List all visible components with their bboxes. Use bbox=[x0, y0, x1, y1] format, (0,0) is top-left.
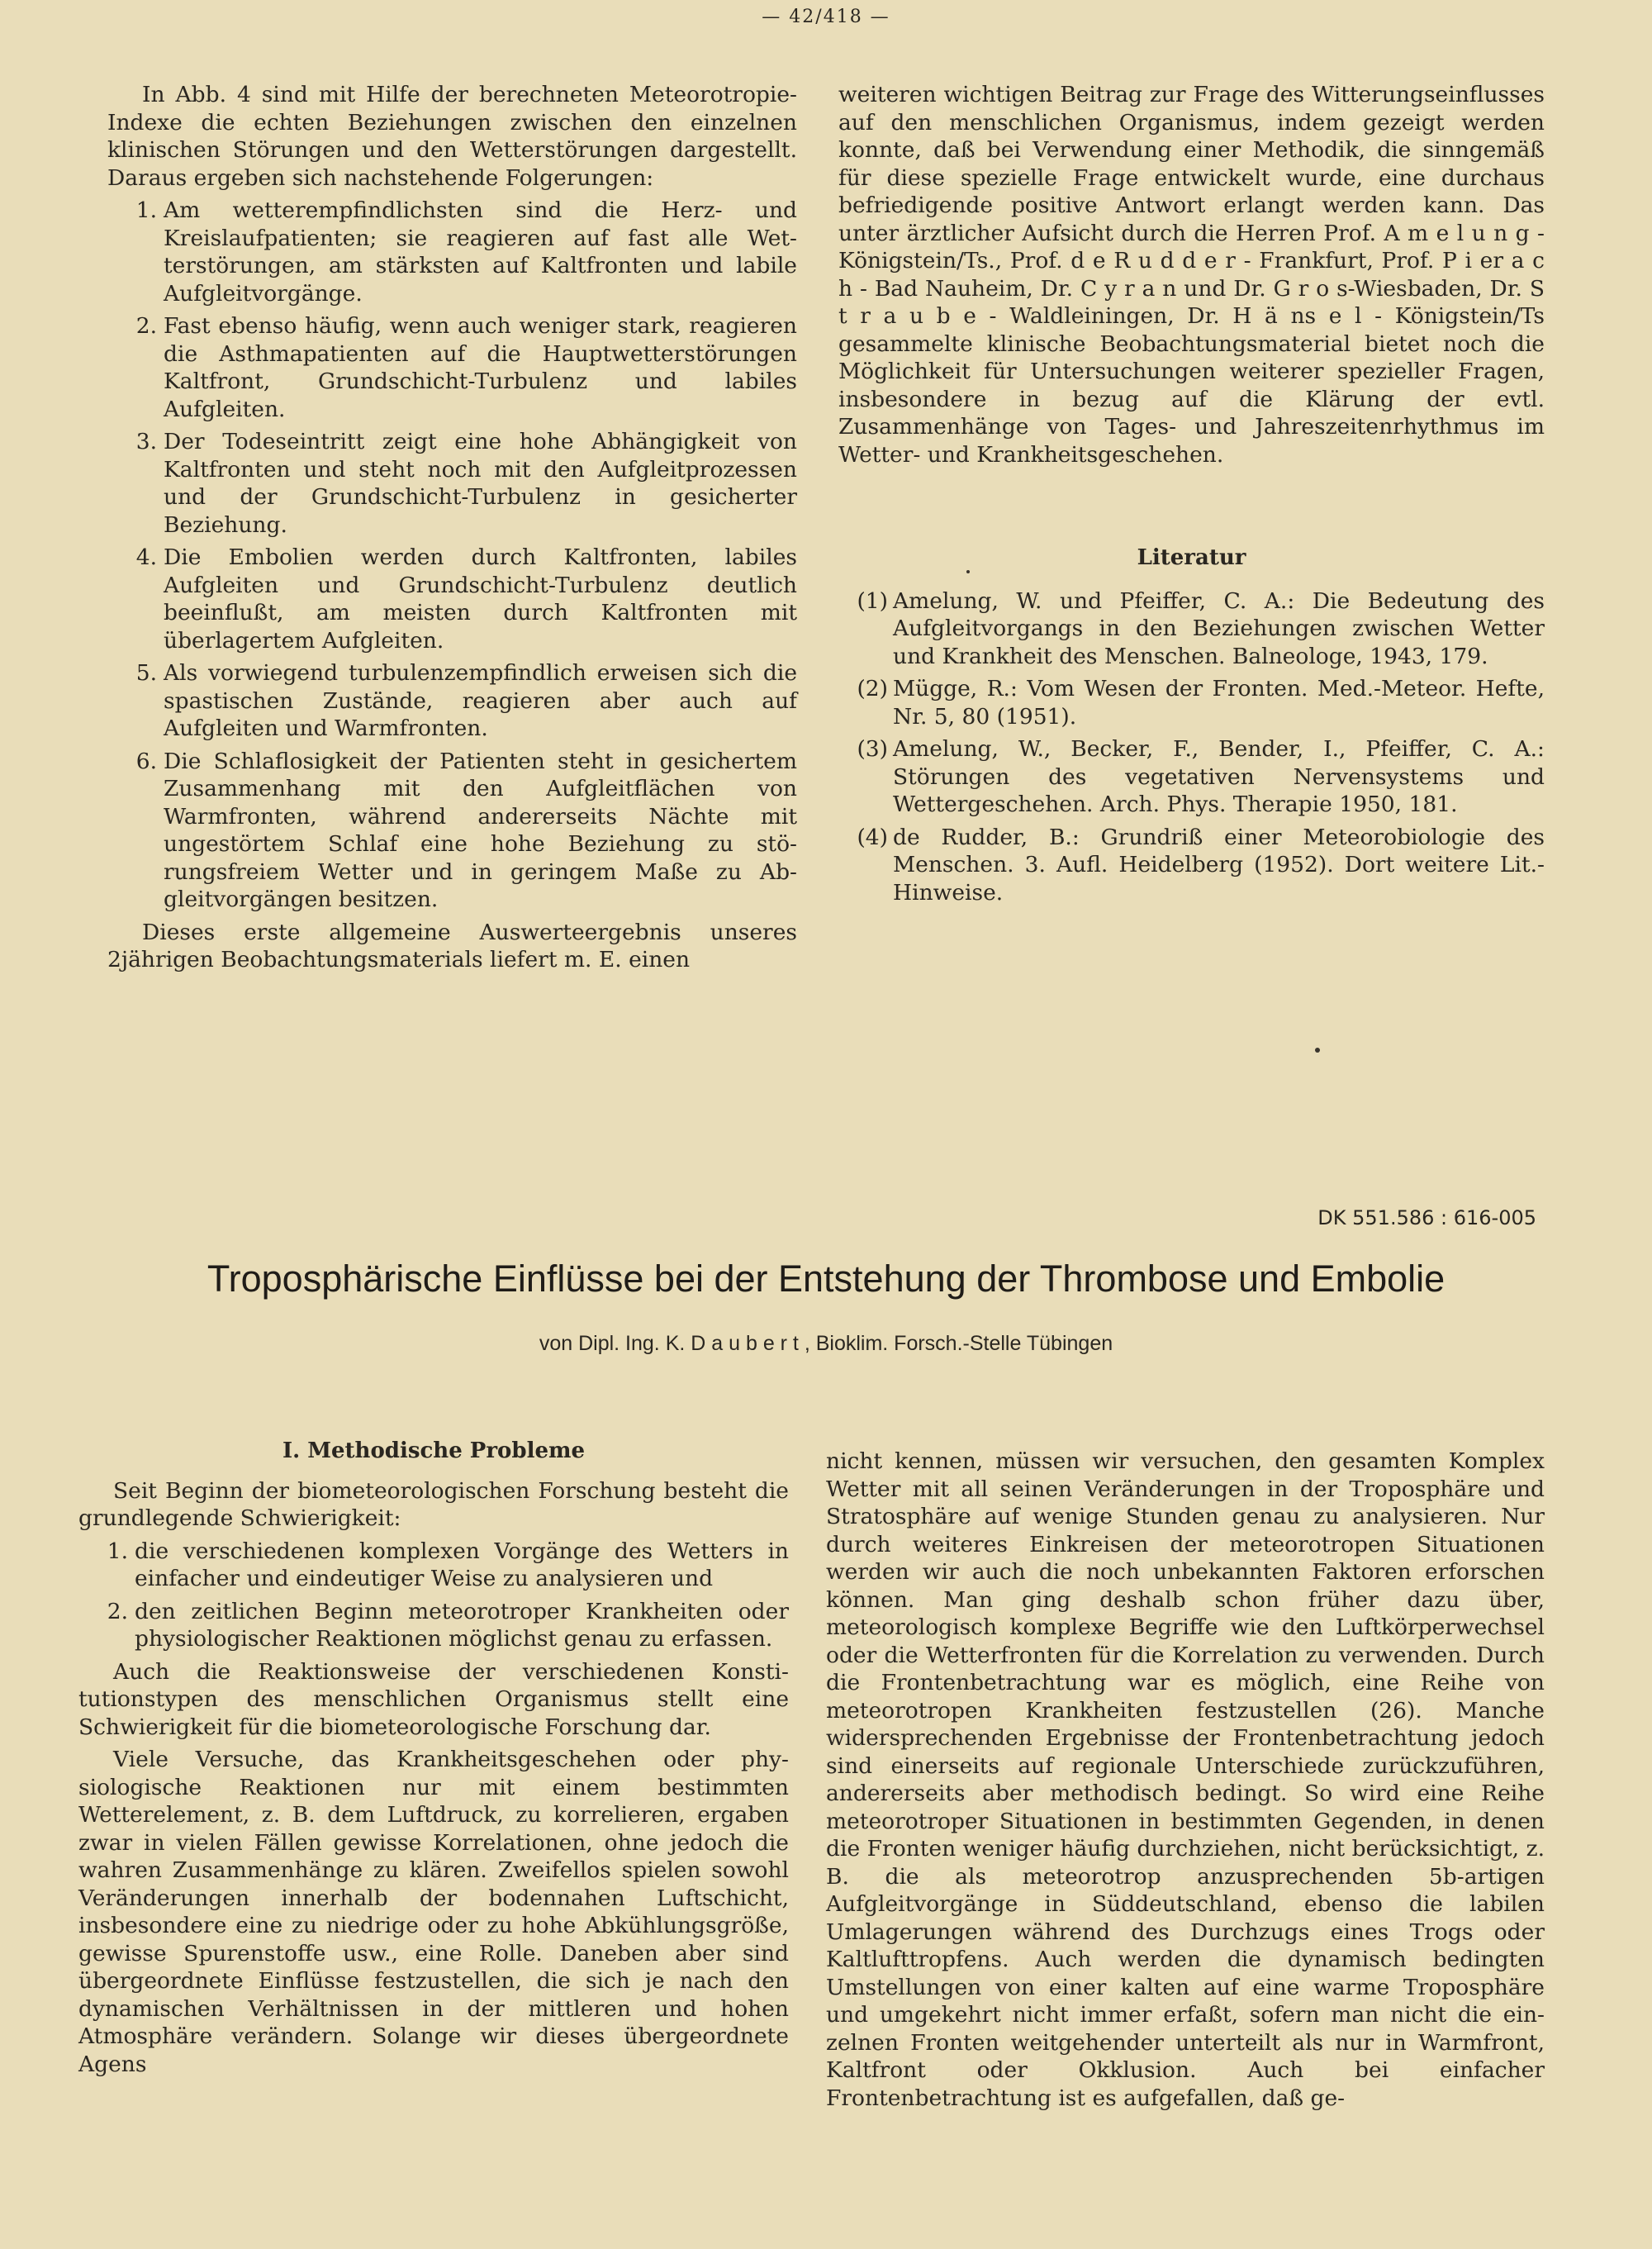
list-item bbox=[107, 312, 797, 423]
list-item-text: Als vorwiegend turbulenzempfindlich erweisen sich die spastischen Zustände, reagieren aber auch auf Aufgleiten und Warmfronten. bbox=[164, 660, 797, 741]
top-right-column bbox=[838, 81, 1545, 911]
list-number: 2. bbox=[135, 313, 157, 339]
list-number: 5. bbox=[135, 660, 157, 686]
section-heading: I. Methodische Probleme bbox=[282, 1438, 586, 1463]
list-number: 2. bbox=[107, 1598, 128, 1624]
list-number: 6. bbox=[135, 748, 157, 774]
page-number: — 42/418 — bbox=[762, 7, 890, 27]
list-item-text: die verschiedenen komplexen Vorgänge des Wetters in einfacher und eindeutiger Weise zu analysieren und bbox=[135, 1538, 789, 1591]
list-item-text: den zeitlichen Beginn meteorotroper Krankheiten oder physiologischer Reaktionen möglichst genau zu erfassen. bbox=[135, 1598, 789, 1652]
list-item-text: Am wetterempfindlichsten sind die Herz- und Kreislaufpatienten; sie reagieren auf fast alle Wetterstörungen, am stärksten auf Kaltfronten und labile Aufgleitvorgänge. bbox=[164, 197, 797, 307]
outro-paragraph: Dieses erste allgemeine Auswerteergebnis unseres 2jährigen Beobachtungsmaterials liefert m. E. einen bbox=[107, 919, 797, 972]
body-paragraph: Viele Versuche, das Krankheitsgeschehen oder physiologische Reaktionen nur mit einem bestimmten Wetterelement, z. B. dem Luftdruck, zu korrelieren, ergaben zwar in vielen Fällen gewisse Korrelationen, ohne jedoch die wahren Zusammenhänge zu klären. Zweifellos spielen sowohl Veränderungen innerhalb der bodennahen Luftschicht, insbesondere eine zu niedrige oder zu hohe Abkühlungsgröße, gewisse Spurenstoffe usw., eine Rolle. Daneben aber sind übergeordnete Einflüsse festzustellen, die sich je nach den dynamischen Verhältnissen in der mittleren und hohen Atmosphäre verändern. Solange wir dieses übergeordnete Agens bbox=[78, 1747, 789, 2077]
dk-classification: DK 551.586 : 616-005 bbox=[1317, 1206, 1536, 1229]
intro-paragraph: In Abb. 4 sind mit Hilfe der berechneten Meteorotropie-Indexe die echten Beziehungen zwischen den einzelnen klinischen Störungen und den Wetterstörungen dargestellt. Daraus ergeben sich nachstehende Folgerungen: bbox=[107, 82, 797, 191]
bottom-left-column bbox=[78, 1438, 789, 2078]
list-number: 3. bbox=[135, 429, 157, 454]
list-item bbox=[107, 428, 797, 539]
reference-text: de Rudder, B.: Grundriß einer Meteorobiologie des Menschen. 3. Aufl. Heidelberg (1952). Dort weitere Lit.-Hinweise. bbox=[893, 824, 1545, 906]
list-item-text: Die Schlaflosigkeit der Patienten steht in gesichertem Zusammenhang mit den Aufgleitflächen von Warmfronten, während andererseits Nächte mit ungestörtem Schlaf eine hohe Beziehung zu störungsfreiem Wetter und in geringem Maße zu Abgleitvorgängen besitzen. bbox=[164, 748, 797, 912]
conclusions-list bbox=[107, 197, 797, 914]
list-item bbox=[107, 748, 797, 914]
reference-number: (3) bbox=[857, 736, 888, 762]
list-item bbox=[78, 1598, 789, 1653]
list-item bbox=[107, 544, 797, 654]
reference-text: Amelung, W. und Pfeiffer, C. A.: Die Bedeutung des Aufgleitvorgangs in den Beziehungen zwischen Wetter und Krankheit des Menschen. Balneologe, 1943, 179. bbox=[893, 587, 1545, 669]
continuation-paragraph: weiteren wichtigen Beitrag zur Frage des Witterungseinflusses auf den menschlichen Organismus, indem gezeigt werden konnte, daß bei Verwendung einer Methodik, die sinngemäß für diese spezielle Frage entwickelt wurde, eine durchaus befriedigende positive Antwort erlangt werden kann. Das unter ärztlicher Aufsicht durch die Herren Prof. A m e l u n g - Königstein/Ts., Prof. d e R u d d e r - Frankfurt, Prof. P i er a c h - Bad Nauheim, Dr. C y r a n und Dr. G r o s-Wiesbaden, Dr. S t r a u b e - Waldleiningen, Dr. H ä ns e l - Königstein/Ts gesammelte klinische Beobachtungsmaterial bietet noch die Möglichkeit für Untersuchungen weiterer spezieller Fragen, insbesondere in bezug auf die Klärung der evtl. Zusammenhänge von Tages- und Jahreszeitenrhythmus im Wetter- und Krankheitsgeschehen. bbox=[838, 82, 1545, 468]
list-item-text: Der Todeseintritt zeigt eine hohe Abhängigkeit von Kaltfronten und steht noch mit den Aufgleitprozessen und der Grundschicht-Turbulenz in gesicherter Beziehung. bbox=[164, 429, 797, 538]
list-item bbox=[107, 197, 797, 307]
literatur-heading: Literatur bbox=[1137, 545, 1246, 570]
list-number: 4. bbox=[135, 544, 157, 570]
reference-item bbox=[838, 824, 1545, 907]
body-paragraph: Auch die Reaktionsweise der verschiedenen Konstitutionstypen des menschlichen Organismus stellt eine Schwierigkeit für die biometeorologische Forschung dar. bbox=[78, 1658, 789, 1740]
reference-text: Amelung, W., Becker, F., Bender, I., Pfeiffer, C. A.: Störungen des vegetativen Nervensystems und Wettergeschehen. Arch. Phys. Therapie 1950, 181. bbox=[893, 736, 1545, 817]
top-left-column bbox=[107, 81, 797, 974]
list-item bbox=[78, 1538, 789, 1593]
ink-speck bbox=[966, 570, 970, 573]
reference-list bbox=[838, 587, 1545, 907]
body-paragraph: nicht kennen, müssen wir versuchen, den gesamten Komplex Wetter mit all seinen Veränderungen in der Troposphäre und Stratosphäre auf wenige Stunden genau zu analysieren. Nur durch weiteres Einkreisen der meteorotropen Situationen werden wir auch die noch unbekannten Faktoren erforschen können. Man ging deshalb schon früher dazu über, meteorologisch komplexe Begriffe wie den Luftkörperwechsel oder die Wetterfronten für die Korrelation zu verwenden. Durch die Frontenbetrachtung war es möglich, eine Reihe von meteorotropen Krankheiten festzustellen (26). Manche widersprechenden Ergebnisse der Frontenbetrachtung jedoch sind einerseits auf regionale Unterschiede zurückzuführen, andererseits aber methodisch bedingt. So wird eine Reihe meteorotroper Situationen in bestimmten Gegenden, in denen die Fronten weniger häufig durchziehen, nicht berücksichtigt, z. B. die als meteorotrop anzusprechenden 5b-artigen Aufgleitvorgänge in Süddeutschland, ebenso die labilen Umlagerungen während des Durchzugs eines Trogs oder Kaltlufttropfens. Auch werden die dynamisch bedingten Umstellungen von einer kalten auf eine warme Troposphäre und umgekehrt nicht immer erfaßt, sofern man nicht die einzelnen Fronten weitgehender unterteilt als nur in Warmfront, Kaltfront oder Okklusion. Auch bei einfacher Frontenbetrachtung ist es aufgefallen, daß ge- bbox=[826, 1448, 1545, 2111]
reference-text: Mügge, R.: Vom Wesen der Fronten. Med.-Meteor. Hefte, Nr. 5, 80 (1951). bbox=[893, 676, 1545, 730]
bottom-right-column bbox=[826, 1448, 1545, 2112]
reference-number: (2) bbox=[857, 676, 888, 701]
reference-item bbox=[838, 735, 1545, 819]
list-number: 1. bbox=[135, 197, 157, 223]
article-title: Troposphärische Einflüsse bei der Entstehung der Thrombose und Embolie bbox=[206, 1258, 1446, 1300]
list-number: 1. bbox=[107, 1538, 128, 1564]
reference-item bbox=[838, 675, 1545, 730]
reference-number: (4) bbox=[857, 824, 888, 850]
ink-speck bbox=[1315, 1048, 1320, 1053]
difficulties-list bbox=[78, 1538, 789, 1653]
intro-paragraph: Seit Beginn der biometeorologischen Forschung besteht die grundlegende Schwierigkeit: bbox=[78, 1477, 789, 1531]
reference-number: (1) bbox=[857, 587, 888, 614]
reference-item bbox=[838, 587, 1545, 671]
list-item bbox=[107, 659, 797, 743]
list-item-text: Die Embolien werden durch Kaltfronten, labiles Aufgleiten und Grundschicht-Turbulenz deutlich beeinflußt, am meisten durch Kaltfronten mit überlagertem Aufgleiten. bbox=[164, 544, 797, 654]
list-item-text: Fast ebenso häufig, wenn auch weniger stark, reagieren die Asthmapatienten auf die Hauptwetterstörungen Kaltfront, Grundschicht-Turbulenz und labiles Aufgleiten. bbox=[164, 313, 797, 422]
author-byline: von Dipl. Ing. K. D a u b e r t , Bioklim. Forsch.-Stelle Tübingen bbox=[539, 1332, 1113, 1355]
